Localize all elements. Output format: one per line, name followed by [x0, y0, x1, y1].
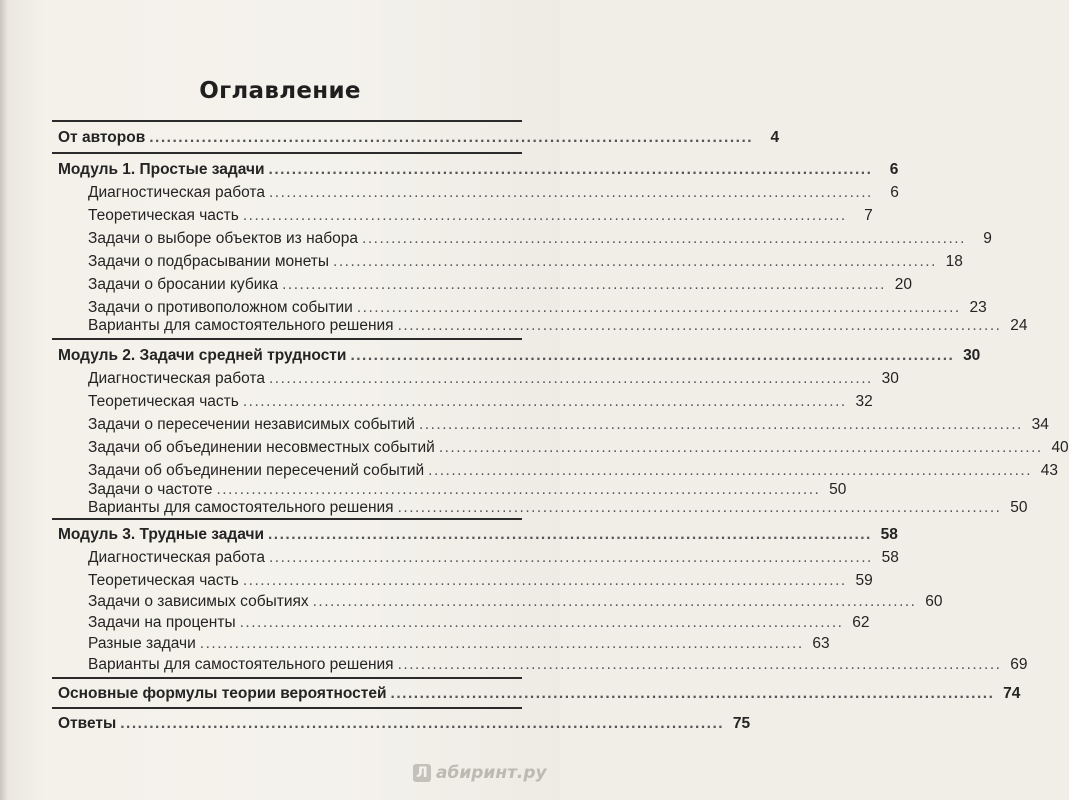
toc-page-number: 23 — [969, 299, 987, 316]
dot-leader: ........................................................................................................ — [268, 370, 873, 387]
toc-entry-label: Диагностическая работа — [88, 370, 265, 387]
toc-entry-label: Задачи об объединении несовместных событий — [88, 439, 435, 456]
toc-entry-label: Варианты для самостоятельного решения — [88, 499, 394, 516]
toc-page-number: 63 — [812, 635, 830, 652]
toc-page-number: 30 — [881, 370, 899, 387]
toc-entry-label: От авторов — [58, 129, 146, 146]
dot-leader: ........................................................................................................ — [438, 439, 1043, 456]
toc-page-number: 6 — [890, 184, 899, 201]
toc-page-number: 62 — [852, 614, 870, 631]
toc-entry[interactable] — [88, 461, 1059, 481]
toc-entry[interactable] — [88, 498, 1028, 518]
watermark-text: абиринт.ру — [436, 763, 547, 783]
toc-entry-label: Модуль 1. Простые задачи — [58, 161, 265, 178]
toc-page-number: 50 — [1010, 499, 1028, 516]
divider — [52, 707, 522, 709]
toc-entry-label: Задачи о частоте — [88, 481, 213, 498]
toc-page-number: 40 — [1051, 439, 1069, 456]
labirint-logo-icon: Л — [413, 764, 431, 782]
dot-leader: ........................................................................................................ — [149, 129, 754, 146]
spine-shadow — [0, 0, 8, 800]
dot-leader: ........................................................................................................ — [268, 161, 873, 178]
toc-page-number: 59 — [855, 572, 873, 589]
toc-entry-label: Модуль 2. Задачи средней трудности — [58, 347, 347, 364]
toc-entry[interactable] — [88, 316, 1028, 336]
dot-leader: ........................................................................................................ — [268, 526, 872, 543]
toc-page-number: 58 — [880, 526, 898, 543]
toc-page-number: 69 — [1010, 656, 1028, 673]
toc-entry-label: Разные задачи — [88, 635, 196, 652]
toc-entry[interactable] — [88, 369, 899, 389]
toc-entry[interactable] — [88, 634, 830, 654]
toc-page-number: 9 — [983, 230, 992, 247]
toc-entry[interactable] — [88, 229, 992, 249]
dot-leader: ........................................................................................................ — [268, 184, 873, 201]
toc-entry[interactable] — [88, 480, 847, 500]
toc-entry-label: Варианты для самостоятельного решения — [88, 656, 394, 673]
toc-page-number: 20 — [894, 276, 912, 293]
toc-entry-label: Задачи об объединении пересечений событий — [88, 462, 425, 479]
toc-module-3[interactable] — [58, 525, 898, 545]
toc-entry[interactable] — [88, 252, 963, 272]
divider — [52, 120, 522, 122]
page-title: Оглавление — [199, 78, 361, 104]
toc-entry-label: Диагностическая работа — [88, 549, 265, 566]
toc-entry-label: Варианты для самостоятельного решения — [88, 317, 394, 334]
toc-entry-authors[interactable] — [58, 128, 780, 148]
toc-entry[interactable] — [88, 415, 1049, 435]
toc-page-number: 6 — [889, 161, 899, 178]
toc-page-number: 50 — [829, 481, 847, 498]
toc-module-2[interactable] — [58, 346, 981, 366]
toc-entry-label: Задачи о подбрасывании монеты — [88, 253, 330, 270]
toc-entry-label: Теоретическая часть — [88, 572, 239, 589]
toc-page-number: 34 — [1031, 416, 1049, 433]
toc-entry-label: Задачи о противоположном событии — [88, 299, 353, 316]
toc-entry-label: Задачи о пересечении независимых событий — [88, 416, 415, 433]
divider — [52, 152, 522, 154]
toc-entry-label: Диагностическая работа — [88, 184, 265, 201]
dot-leader: ........................................................................................................ — [390, 685, 995, 702]
divider — [52, 677, 522, 679]
dot-leader: ........................................................................................................ — [428, 462, 1033, 479]
toc-entry[interactable] — [88, 275, 912, 295]
toc-entry[interactable] — [88, 571, 873, 591]
toc-entry[interactable] — [88, 438, 1069, 458]
toc-page-number: 74 — [1003, 685, 1021, 702]
toc-page-number: 60 — [925, 593, 943, 610]
toc-page-number: 7 — [864, 207, 873, 224]
toc-entry-label: Задачи о зависимых событиях — [88, 593, 309, 610]
toc-entry-label: Модуль 3. Трудные задачи — [58, 526, 264, 543]
dot-leader: ........................................................................................................ — [356, 299, 961, 316]
toc-entry-label: Задачи на проценты — [88, 614, 236, 631]
dot-leader: ........................................................................................................ — [397, 317, 1002, 334]
dot-leader: ........................................................................................................ — [397, 656, 1002, 673]
dot-leader: ........................................................................................................ — [242, 393, 847, 410]
toc-page-number: 30 — [963, 347, 981, 364]
toc-entry-label: Задачи о бросании кубика — [88, 276, 279, 293]
dot-leader: ........................................................................................................ — [362, 230, 966, 247]
toc-entry[interactable] — [88, 655, 1028, 675]
dot-leader: ........................................................................................................ — [216, 481, 821, 498]
dot-leader: ........................................................................................................ — [350, 347, 955, 364]
toc-entry[interactable] — [88, 298, 987, 318]
toc-entry-label: Ответы — [58, 715, 117, 732]
dot-leader: ........................................................................................................ — [333, 253, 937, 270]
toc-entry-label: Теоретическая часть — [88, 207, 239, 224]
dot-leader: ........................................................................................................ — [242, 207, 847, 224]
toc-entry[interactable] — [88, 183, 899, 203]
toc-page-number: 18 — [945, 253, 963, 270]
dot-leader: ........................................................................................................ — [397, 499, 1002, 516]
toc-entry-formulas[interactable] — [58, 684, 1021, 704]
divider — [52, 518, 522, 520]
toc-page-number: 24 — [1010, 317, 1028, 334]
toc-entry-label: Теоретическая часть — [88, 393, 239, 410]
dot-leader: ........................................................................................................ — [268, 549, 873, 566]
dot-leader: ........................................................................................................ — [312, 593, 917, 610]
dot-leader: ........................................................................................................ — [120, 715, 725, 732]
toc-entry[interactable] — [88, 613, 870, 633]
toc-page-number: 43 — [1040, 462, 1059, 479]
divider — [52, 338, 522, 340]
toc-entry-label: Основные формулы теории вероятностей — [58, 685, 387, 702]
dot-leader: ........................................................................................................ — [199, 635, 804, 652]
toc-entry[interactable] — [88, 206, 873, 226]
dot-leader: ........................................................................................................ — [242, 572, 847, 589]
toc-page-number: 4 — [770, 129, 780, 146]
dot-leader: ........................................................................................................ — [418, 416, 1023, 433]
toc-page-number: 58 — [881, 549, 899, 566]
toc-page-number: 32 — [855, 393, 873, 410]
watermark — [413, 763, 547, 783]
dot-leader: ........................................................................................................ — [239, 614, 844, 631]
toc-page-number: 75 — [732, 715, 751, 732]
toc-entry[interactable] — [88, 592, 943, 612]
toc-entry[interactable] — [88, 392, 873, 412]
toc-entry[interactable] — [88, 548, 899, 568]
toc-module-1[interactable] — [58, 160, 899, 180]
toc-entry-answers[interactable] — [58, 714, 751, 734]
toc-entry-label: Задачи о выборе объектов из набора — [88, 230, 359, 247]
dot-leader: ........................................................................................................ — [282, 276, 886, 293]
